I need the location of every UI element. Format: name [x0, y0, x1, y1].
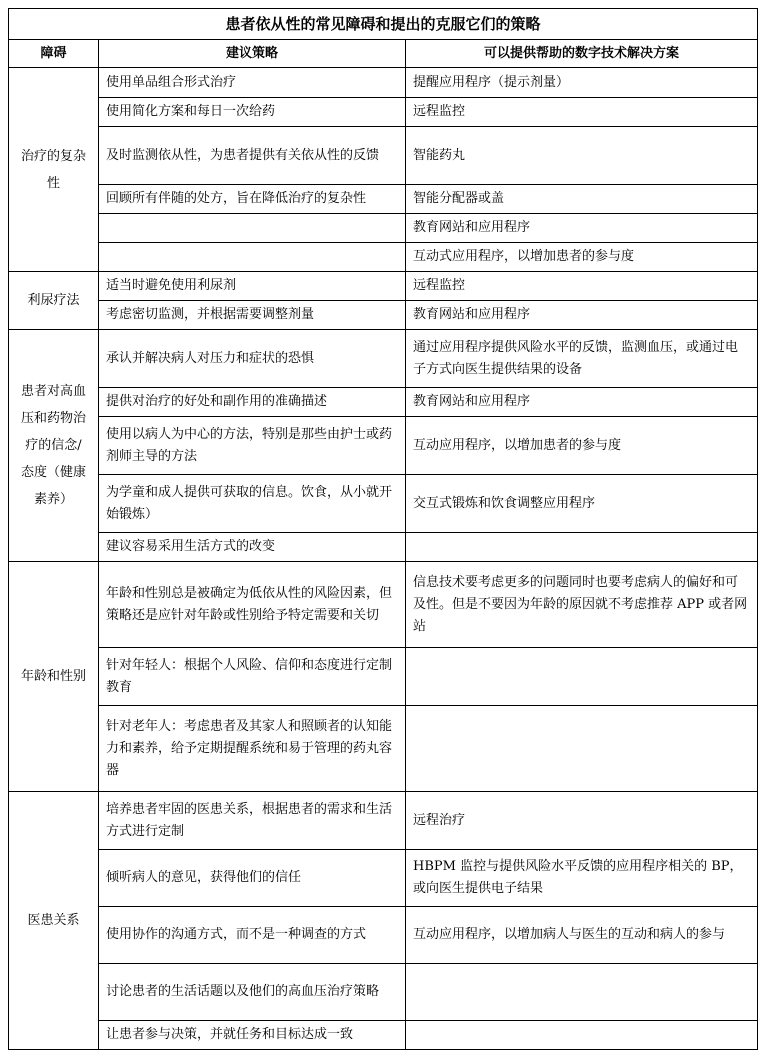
- column-header-solution: 可以提供帮助的数字技术解决方案: [406, 40, 758, 68]
- solution-cell: 远程监控: [406, 272, 758, 301]
- solution-cell: 智能药丸: [406, 127, 758, 185]
- solution-cell: 互动应用程序，以增加病人与医生的互动和病人的参与: [406, 907, 758, 964]
- column-header-strategy: 建议策略: [99, 40, 406, 68]
- strategy-cell: 使用协作的沟通方式，而不是一种调查的方式: [99, 907, 406, 964]
- strategy-cell: [99, 243, 406, 272]
- solution-cell: [406, 648, 758, 706]
- strategy-cell: 让患者参与决策，并就任务和目标达成一致: [99, 1021, 406, 1050]
- strategy-cell: 使用以病人为中心的方法，特别是那些由护士或药剂师主导的方法: [99, 417, 406, 475]
- barrier-cell: 治疗的复杂性: [9, 68, 99, 272]
- strategy-cell: [99, 214, 406, 243]
- barrier-cell: 医患关系: [9, 792, 99, 1050]
- solution-cell: [406, 964, 758, 1021]
- solution-cell: 教育网站和应用程序: [406, 214, 758, 243]
- solution-cell: 智能分配器或盖: [406, 185, 758, 214]
- barrier-cell: 患者对高血压和药物治疗的信念/态度（健康素养）: [9, 330, 99, 562]
- solution-cell: 互动应用程序，以增加患者的参与度: [406, 417, 758, 475]
- strategy-cell: 使用单品组合形式治疗: [99, 68, 406, 98]
- solution-cell: [406, 533, 758, 562]
- solution-cell: 信息技术要考虑更多的问题同时也要考虑病人的偏好和可及性。但是不要因为年龄的原因就不考虑推荐 APP 或者网站: [406, 562, 758, 648]
- solution-cell: [406, 706, 758, 792]
- solution-cell: 互动式应用程序，以增加患者的参与度: [406, 243, 758, 272]
- column-header-barrier: 障碍: [9, 40, 99, 68]
- barrier-cell: 年龄和性别: [9, 562, 99, 792]
- strategy-cell: 建议容易采用生活方式的改变: [99, 533, 406, 562]
- solution-cell: [406, 1021, 758, 1050]
- strategy-cell: 培养患者牢固的医患关系，根据患者的需求和生活方式进行定制: [99, 792, 406, 850]
- strategy-cell: 提供对治疗的好处和副作用的准确描述: [99, 388, 406, 417]
- strategy-cell: 倾听病人的意见，获得他们的信任: [99, 850, 406, 907]
- strategy-cell: 年龄和性别总是被确定为低依从性的风险因素，但策略还是应针对年龄或性别给予特定需要和关切: [99, 562, 406, 648]
- solution-cell: 远程监控: [406, 98, 758, 127]
- solution-cell: 教育网站和应用程序: [406, 301, 758, 330]
- solution-cell: 交互式锻炼和饮食调整应用程序: [406, 475, 758, 533]
- strategy-cell: 回顾所有伴随的处方，旨在降低治疗的复杂性: [99, 185, 406, 214]
- strategy-cell: 使用简化方案和每日一次给药: [99, 98, 406, 127]
- solution-cell: 提醒应用程序（提示剂量）: [406, 68, 758, 98]
- strategy-cell: 针对老年人：考虑患者及其家人和照顾者的认知能力和素养，给予定期提醒系统和易于管理的药丸容器: [99, 706, 406, 792]
- strategy-cell: 为学童和成人提供可获取的信息。饮食，从小就开始锻炼）: [99, 475, 406, 533]
- strategy-cell: 讨论患者的生活话题以及他们的高血压治疗策略: [99, 964, 406, 1021]
- solution-cell: 通过应用程序提供风险水平的反馈，监测血压，或通过电子方式向医生提供结果的设备: [406, 330, 758, 388]
- barrier-cell: 利尿疗法: [9, 272, 99, 330]
- strategy-cell: 承认并解决病人对压力和症状的恐惧: [99, 330, 406, 388]
- strategy-cell: 及时监测依从性，为患者提供有关依从性的反馈: [99, 127, 406, 185]
- table-title: 患者依从性的常见障碍和提出的克服它们的策略: [9, 9, 758, 40]
- solution-cell: 远程治疗: [406, 792, 758, 850]
- solution-cell: HBPM 监控与提供风险水平反馈的应用程序相关的 BP，或向医生提供电子结果: [406, 850, 758, 907]
- strategy-cell: 针对年轻人：根据个人风险、信仰和态度进行定制教育: [99, 648, 406, 706]
- solution-cell: 教育网站和应用程序: [406, 388, 758, 417]
- strategy-cell: 考虑密切监测，并根据需要调整剂量: [99, 301, 406, 330]
- adherence-barriers-table: [8, 8, 758, 1050]
- strategy-cell: 适当时避免使用利尿剂: [99, 272, 406, 301]
